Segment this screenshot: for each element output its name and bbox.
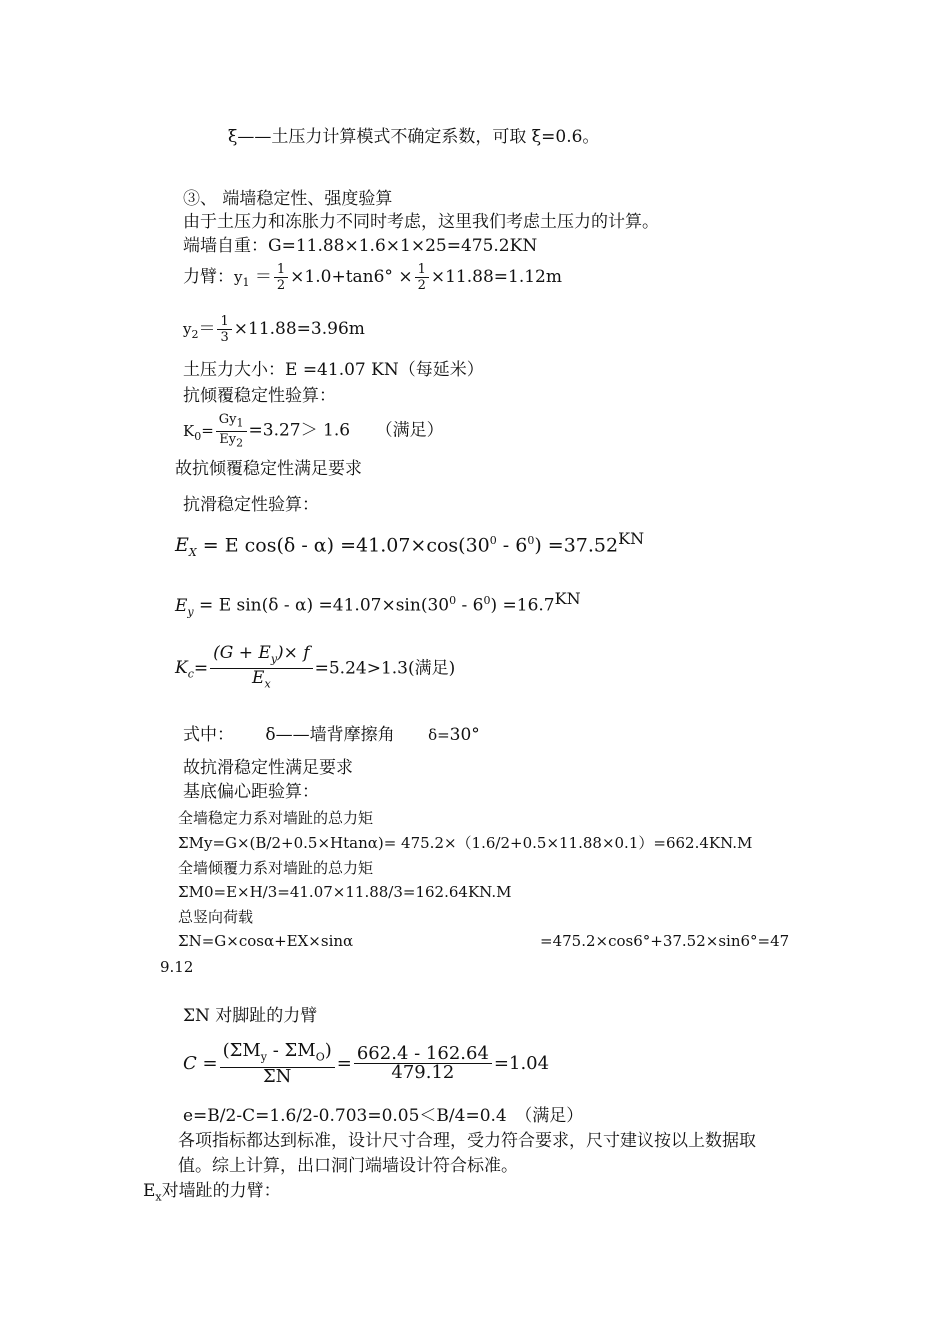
n-arm-label: ΣN 对脚趾的力臂	[183, 1006, 318, 1026]
intro-text: 由于土压力和冻胀力不同时考虑，这里我们考虑土压力的计算。	[183, 212, 659, 232]
equals-sign: ＝	[254, 267, 272, 287]
fraction-half-2: $\frac{1}{2}$	[415, 262, 429, 293]
xi-definition: ξ——土压力计算模式不确定系数，可取 ξ=0.6。	[228, 127, 600, 147]
minus-six: - 6	[456, 595, 484, 616]
equals-sign: =	[201, 421, 214, 440]
arm-y1-formula	[183, 262, 562, 294]
degree-mark: 0	[483, 594, 491, 607]
arm-y2-formula	[183, 314, 365, 346]
delta-value-label: δ=	[428, 726, 450, 744]
degree-mark: 0	[489, 534, 497, 547]
where-label: 式中：	[183, 725, 234, 745]
equals-sign-2: =	[336, 1052, 352, 1074]
ey-formula	[175, 588, 581, 623]
k0-fraction: $\frac{Gy_1}{Ey_2}$	[216, 412, 247, 450]
n-formula-right: =475.2×cos6°+37.52×sin6°=47	[540, 932, 790, 950]
ecc-title: 基底偏心距验算：	[183, 782, 319, 802]
c-symbol: C	[183, 1052, 197, 1074]
earth-pressure: 土压力大小：E =41.07 KN（每延米）	[183, 360, 484, 380]
arm-label: 力臂：	[183, 267, 234, 287]
minus-six: - 6	[496, 534, 528, 557]
kc-fraction: $\frac{(G + E_y)\times f}{E_x}$	[210, 644, 312, 694]
ex-arm-e: E	[143, 1181, 156, 1201]
delta-value: 30°	[449, 725, 480, 745]
where-line	[183, 724, 480, 746]
fraction-third: $\frac{1}{3}$	[217, 314, 231, 345]
overturn-title: 抗倾覆稳定性验算：	[183, 386, 336, 406]
unit-kn: KN	[618, 529, 645, 548]
ex-result: ) =37.52	[534, 534, 619, 557]
k0-result: =3.27＞ 1.6 （满足）	[248, 420, 444, 441]
ey-middle: = E sin(δ - α) =41.07×sin(30	[193, 595, 450, 616]
ex-middle: = E cos(δ - α) =41.07×cos(30	[196, 534, 490, 557]
equals-sign: =	[202, 1052, 218, 1074]
ey-result: ) =16.7	[490, 595, 555, 616]
ex-arm-text: 对墙趾的力臂：	[161, 1181, 281, 1201]
mo-formula: ΣM0=E×H/3=41.07×11.88/3=162.64KN.M	[178, 883, 512, 901]
ex-arm-sub: x	[155, 1190, 162, 1204]
n-formula-left: ΣN=G×cosα+EX×sinα	[178, 932, 354, 950]
ex-arm-label	[143, 1180, 281, 1208]
unit-kn: KN	[554, 589, 581, 608]
conclusion-line-2: 值。综上计算，出口洞门端墙设计符合标准。	[178, 1156, 518, 1176]
c-fraction-symbolic: $\frac{(\Sigma M_y - \Sigma M_O)}{\Sigma N}$	[220, 1042, 335, 1086]
equals-sign: =	[193, 658, 209, 679]
y1-middle: ×1.0+tan6° ×	[290, 267, 413, 287]
equals-sign: ＝	[198, 319, 216, 339]
over-moment-label: 全墙倾覆力系对墙趾的总力矩	[178, 859, 374, 877]
e-line: e=B/2-C=1.6/2-0.703=0.05＜B/4=0.4 （满足）	[183, 1106, 584, 1126]
y1-symbol: $y_1$	[234, 268, 250, 289]
k0-formula	[183, 412, 444, 450]
kc-formula	[175, 644, 455, 694]
ex-symbol: $E_X$	[175, 534, 197, 560]
fraction-half: $\frac{1}{2}$	[274, 262, 288, 293]
my-formula: ΣMy=G×(B/2+0.5×Htanα)= 475.2×（1.6/2+0.5×11.88×0.1）=662.4KN.M	[178, 834, 753, 852]
c-result: =1.04	[493, 1052, 550, 1074]
c-fraction-numeric: $\frac{662.4 - 162.64}{479.12}$	[354, 1045, 492, 1082]
section-title: ③、 端墙稳定性、强度验算	[183, 189, 393, 209]
slide-ok: 故抗滑稳定性满足要求	[183, 758, 353, 778]
y2-symbol: $y_2$	[183, 320, 199, 341]
delta-definition: δ——墙背摩擦角	[265, 725, 395, 745]
slide-title: 抗滑稳定性验算：	[183, 495, 319, 515]
n-formula-wrap: 9.12	[160, 958, 194, 976]
y2-result: ×11.88=3.96m	[233, 319, 365, 339]
kc-result: =5.24>1.3(满足)	[314, 658, 456, 679]
vert-load-label: 总竖向荷载	[178, 908, 254, 926]
degree-mark: 0	[527, 534, 535, 547]
stab-moment-label: 全墙稳定力系对墙趾的总力矩	[178, 809, 374, 827]
degree-mark: 0	[449, 594, 457, 607]
ex-formula	[175, 528, 644, 564]
overturn-ok: 故抗倾覆稳定性满足要求	[175, 459, 362, 479]
kc-symbol: $K_c$	[175, 658, 194, 681]
k0-symbol: $K_0$	[183, 421, 202, 443]
self-weight: 端墙自重：G=11.88×1.6×1×25=475.2KN	[183, 236, 538, 256]
c-formula	[183, 1042, 549, 1086]
conclusion-line-1: 各项指标都达到标准，设计尺寸合理，受力符合要求，尺寸建议按以上数据取	[178, 1131, 756, 1151]
y1-result: ×11.88=1.12m	[430, 267, 562, 287]
ey-symbol: $E_y$	[175, 595, 194, 619]
